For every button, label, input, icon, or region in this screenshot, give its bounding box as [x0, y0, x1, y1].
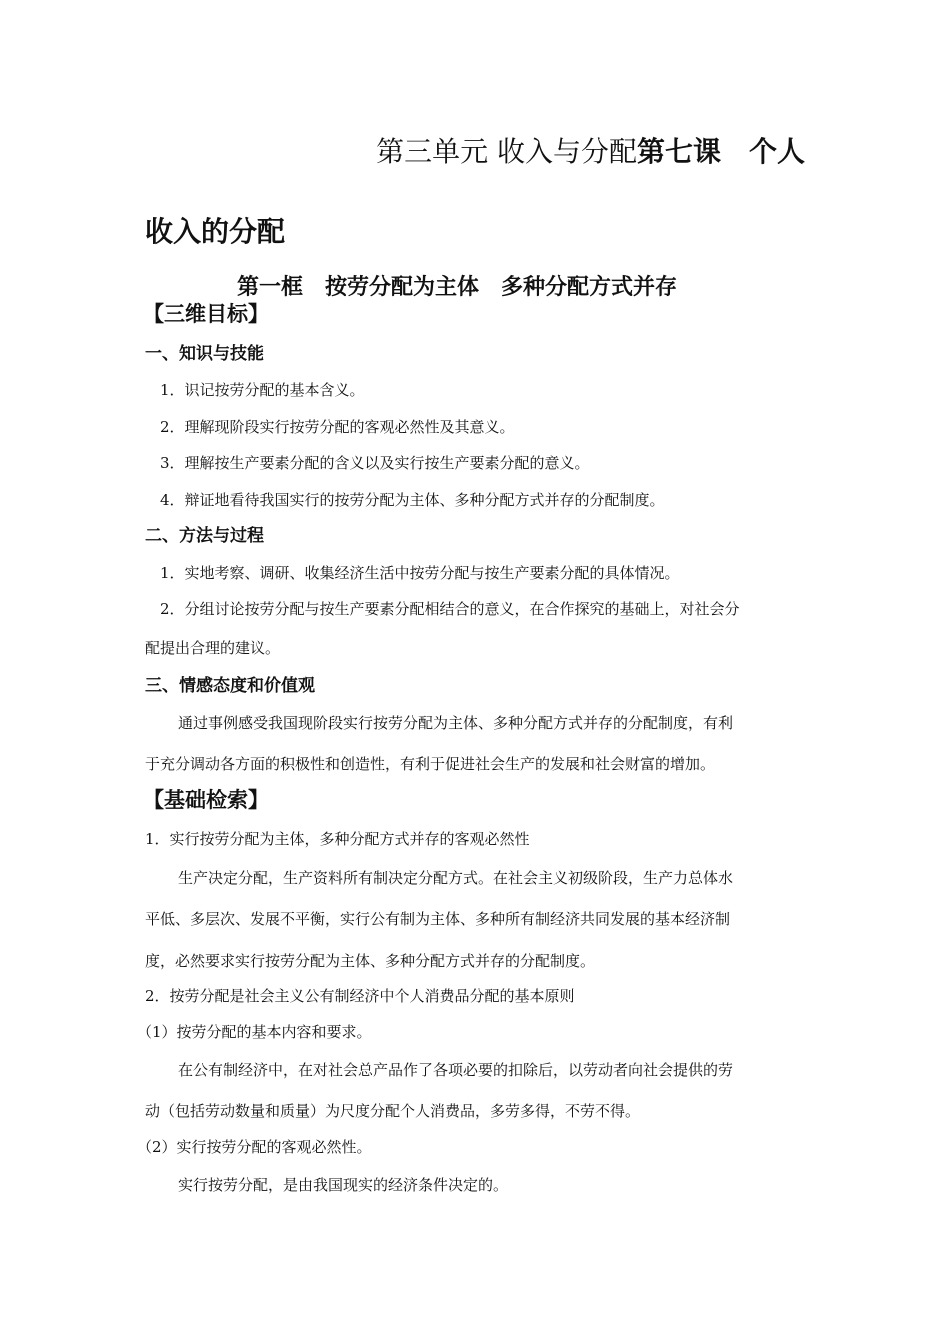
basics-subpoint: （2）实行按劳分配的客观必然性。 — [137, 1138, 372, 1156]
basics-paragraph-cont: 平低、多层次、发展不平衡，实行公有制为主体、多种所有制经济共同发展的基本经济制 — [145, 910, 731, 928]
lesson-title-part2: 收入的分配 — [145, 215, 286, 248]
basics-paragraph: 在公有制经济中，在对社会总产品作了各项必要的扣除后，以劳动者向社会提供的劳 — [178, 1061, 734, 1079]
knowledge-item: 3．理解按生产要素分配的含义以及实行按生产要素分配的意义。 — [160, 454, 590, 472]
basics-point-title: 2．按劳分配是社会主义公有制经济中个人消费品分配的基本原则 — [145, 987, 575, 1005]
knowledge-item: 1．识记按劳分配的基本含义。 — [160, 381, 365, 399]
unit-title: 第三单元 收入与分配 — [376, 135, 637, 168]
objectives-heading: 【三维目标】 — [143, 302, 269, 326]
method-item: 2．分组讨论按劳分配与按生产要素分配相结合的意义，在合作探究的基础上，对社会分 — [160, 600, 740, 618]
basics-paragraph-cont: 度，必然要求实行按劳分配为主体、多种分配方式并存的分配制度。 — [145, 952, 596, 970]
basics-point-title: 1．实行按劳分配为主体，多种分配方式并存的客观必然性 — [145, 830, 530, 848]
knowledge-item: 2．理解现阶段实行按劳分配的客观必然性及其意义。 — [160, 418, 515, 436]
knowledge-item: 4．辩证地看待我国实行的按劳分配为主体、多种分配方式并存的分配制度。 — [160, 491, 665, 509]
emotion-paragraph: 通过事例感受我国现阶段实行按劳分配为主体、多种分配方式并存的分配制度，有利 — [178, 714, 734, 732]
emotion-paragraph-cont: 于充分调动各方面的积极性和创造性，有利于促进社会生产的发展和社会财富的增加。 — [145, 755, 716, 773]
method-item-cont: 配提出合理的建议。 — [145, 639, 281, 657]
lesson-title — [376, 132, 805, 172]
emotion-heading: 三、情感态度和价值观 — [145, 676, 315, 696]
basics-paragraph-cont: 动（包括劳动数量和质量）为尺度分配个人消费品，多劳多得，不劳不得。 — [145, 1102, 641, 1120]
basics-subpoint: （1）按劳分配的基本内容和要求。 — [137, 1023, 372, 1041]
method-item: 1．实地考察、调研、收集经济生活中按劳分配与按生产要素分配的具体情况。 — [160, 564, 680, 582]
frame-title: 第一框 按劳分配为主体 多种分配方式并存 — [237, 275, 678, 300]
basics-heading: 【基础检索】 — [143, 788, 269, 812]
lesson-title-part1: 第七课 个人 — [636, 135, 805, 168]
method-heading: 二、方法与过程 — [145, 526, 264, 546]
knowledge-heading: 一、知识与技能 — [145, 344, 264, 364]
basics-paragraph: 生产决定分配，生产资料所有制决定分配方式。在社会主义初级阶段，生产力总体水 — [178, 869, 734, 887]
basics-paragraph: 实行按劳分配，是由我国现实的经济条件决定的。 — [178, 1176, 509, 1194]
